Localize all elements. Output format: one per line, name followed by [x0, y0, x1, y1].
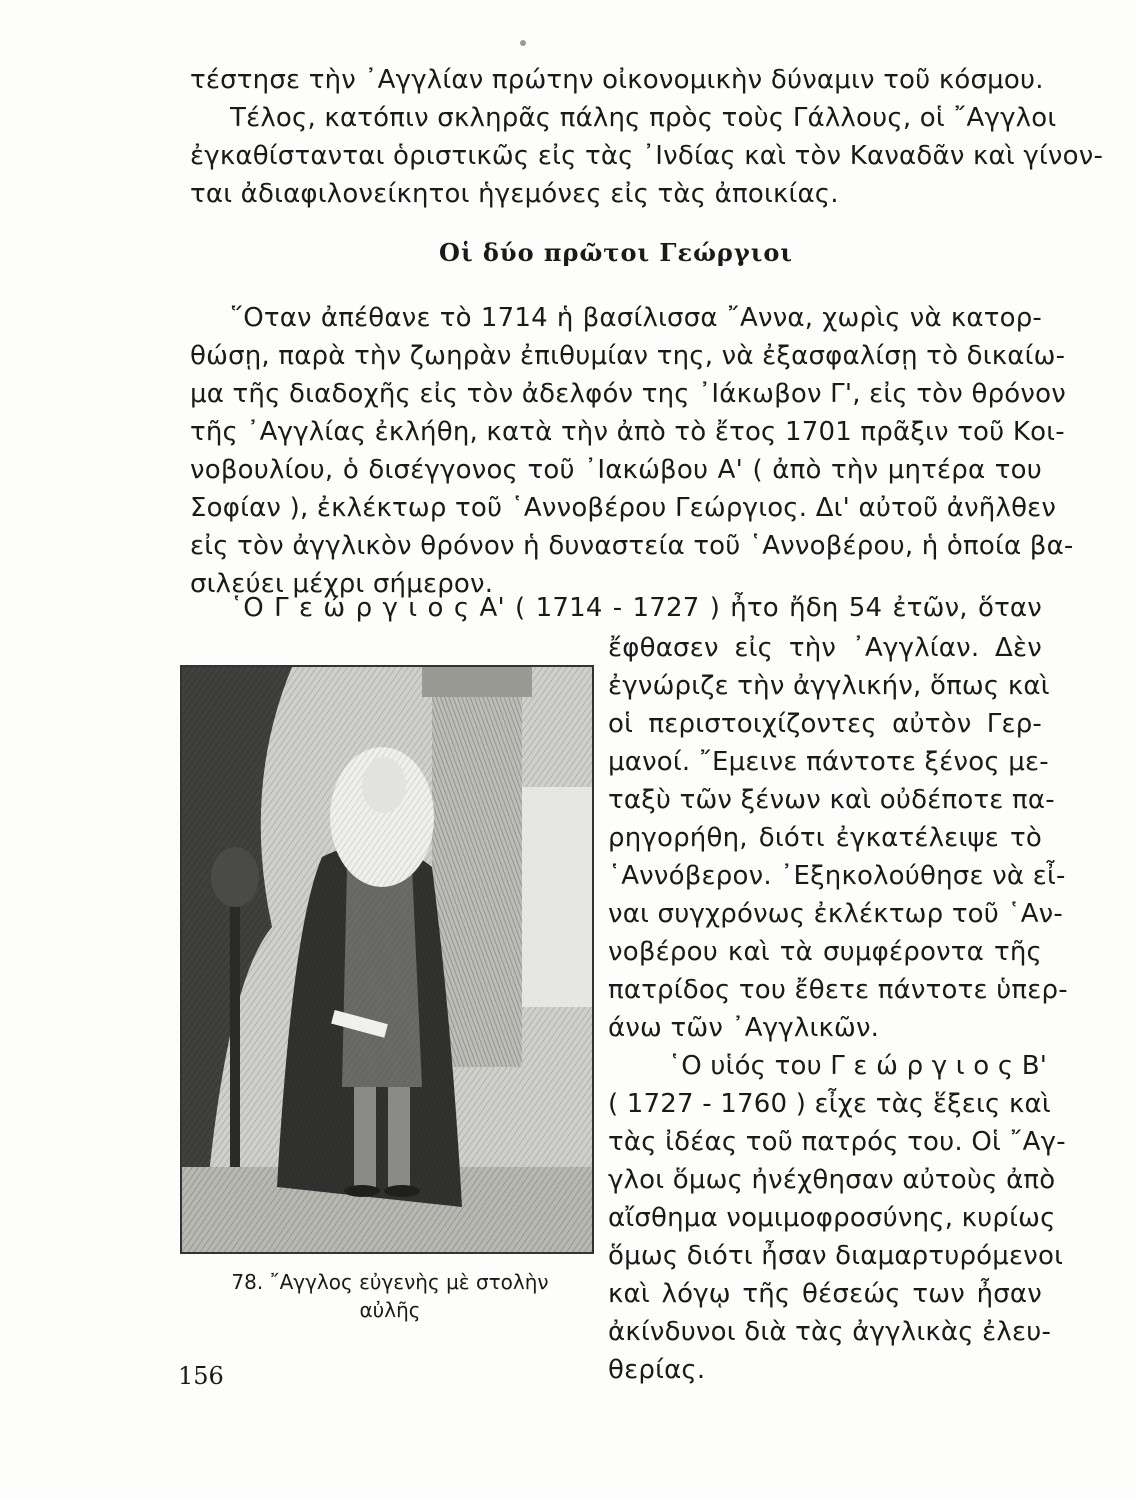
- text-line: ( 1727 - 1760 ) εἶχε τὰς ἕξεις καὶ: [608, 1089, 1051, 1119]
- text-line: ῞Οταν ἀπέθανε τὸ 1714 ἡ βασίλισσα ῎Αννα, χωρὶς νὰ κατορ-: [230, 303, 1042, 333]
- text-line: ὅμως διότι ἦσαν διαμαρτυρόμενοι: [608, 1241, 1064, 1271]
- text-line: ται ἀδιαφιλονείκητοι ἡγεμόνες εἰς τὰς ἀποικίας.: [190, 179, 839, 209]
- text-line: πατρίδος του ἔθετε πάντοτε ὑπερ-: [608, 975, 1068, 1005]
- section-heading: Οἱ δύο πρῶτοι Γεώργιοι: [439, 238, 793, 267]
- text-line: ῾Ο υἱός του Γ ε ώ ρ γ ι ο ς Β': [668, 1051, 1048, 1081]
- text-line: ρηγορήθη, διότι ἐγκατέλειψε τὸ: [608, 823, 1042, 853]
- text-line: αἴσθημα νομιμοφροσύνης, κυρίως: [608, 1203, 1056, 1233]
- engraving-illustration: [180, 665, 594, 1254]
- text-line: ταξὺ τῶν ξένων καὶ οὐδέποτε πα-: [608, 785, 1055, 815]
- text-line: νοβέρου καὶ τὰ συμφέροντα τῆς: [608, 937, 1042, 967]
- nobleman-engraving: [182, 667, 592, 1252]
- text-line: εἰς τὸν ἀγγλικὸν θρόνον ἡ δυναστεία τοῦ ῾Αννοβέρου, ἡ ὁποία βα-: [190, 531, 1074, 561]
- text-line: ἐγκαθίστανται ὁριστικῶς εἰς τὰς ᾽Ινδίας καὶ τὸν Καναδᾶν καὶ γίνον-: [190, 141, 1104, 171]
- text-line: θώσῃ, παρὰ τὴν ζωηρὰν ἐπιθυμίαν της, νὰ ἐξασφαλίσῃ τὸ δικαίω-: [190, 341, 1066, 371]
- text-line: ναι συγχρόνως ἐκλέκτωρ τοῦ ῾Αν-: [608, 899, 1063, 929]
- text-line: οἱ περιστοιχίζοντες αὐτὸν Γερ-: [608, 709, 1042, 739]
- text-line: Σοφίαν ), ἐκλέκτωρ τοῦ ῾Αννοβέρου Γεώργιος. Δι' αὐτοῦ ἀνῆλθεν: [190, 493, 1057, 523]
- text-line: μανοί. ῎Εμεινε πάντοτε ξένος με-: [608, 747, 1049, 777]
- text-line: ῾Αννόβερον. ᾽Εξηκολούθησε νὰ εἶ-: [608, 861, 1066, 891]
- text-line: σιλεύει μέχρι σήμερον.: [190, 569, 494, 599]
- text-line: τῆς ᾽Αγγλίας ἐκλήθη, κατὰ τὴν ἀπὸ τὸ ἔτος 1701 πρᾶξιν τοῦ Κοι-: [190, 417, 1065, 447]
- text-line: ἐγνώριζε τὴν ἀγγλικήν, ὅπως καὶ: [608, 671, 1050, 701]
- figure-caption-continued: αὐλῆς: [359, 1298, 421, 1322]
- text-line: ἀκίνδυνοι διὰ τὰς ἀγγλικὰς ἐλευ-: [608, 1317, 1052, 1347]
- text-line: άνω τῶν ᾽Αγγλικῶν.: [608, 1013, 880, 1043]
- text-line: τὰς ἰδέας τοῦ πατρός του. Οἱ ῎Αγ-: [608, 1127, 1066, 1157]
- text-line: καὶ λόγῳ τῆς θέσεώς των ἦσαν: [608, 1279, 1042, 1309]
- text-line: τέστησε τὴν ᾽Αγγλίαν πρώτην οἰκονομικὴν δύναμιν τοῦ κόσμου.: [190, 65, 1044, 95]
- text-line: νοβουλίου, ὁ δισέγγονος τοῦ ᾽Ιακώβου Α' ( ἀπὸ τὴν μητέρα του: [190, 455, 1042, 485]
- text-line: θερίας.: [608, 1355, 706, 1385]
- text-line: ἔφθασεν εἰς τὴν ᾽Αγγλίαν. Δὲν: [608, 633, 1042, 663]
- figure-caption: 78. ῎Αγγλος εὐγενὴς μὲ στολὴν: [231, 1270, 549, 1294]
- text-line: μα τῆς διαδοχῆς εἰς τὸν ἀδελφόν της ᾽Ιάκωβον Γ', εἰς τὸν θρόνον: [190, 379, 1066, 409]
- text-line: γλοι ὅμως ἠνέχθησαν αὐτοὺς ἀπὸ: [608, 1165, 1056, 1195]
- page-number: 156: [178, 1362, 224, 1390]
- print-speck: [520, 40, 526, 46]
- text-line: ῾Ο Γ ε ώ ρ γ ι ο ς Α' ( 1714 - 1727 ) ἦτο ἤδη 54 ἐτῶν, ὅταν: [230, 593, 1042, 623]
- text-line: Τέλος, κατόπιν σκληρᾶς πάλης πρὸς τοὺς Γάλλους, οἱ ῎Αγγλοι: [230, 103, 1057, 133]
